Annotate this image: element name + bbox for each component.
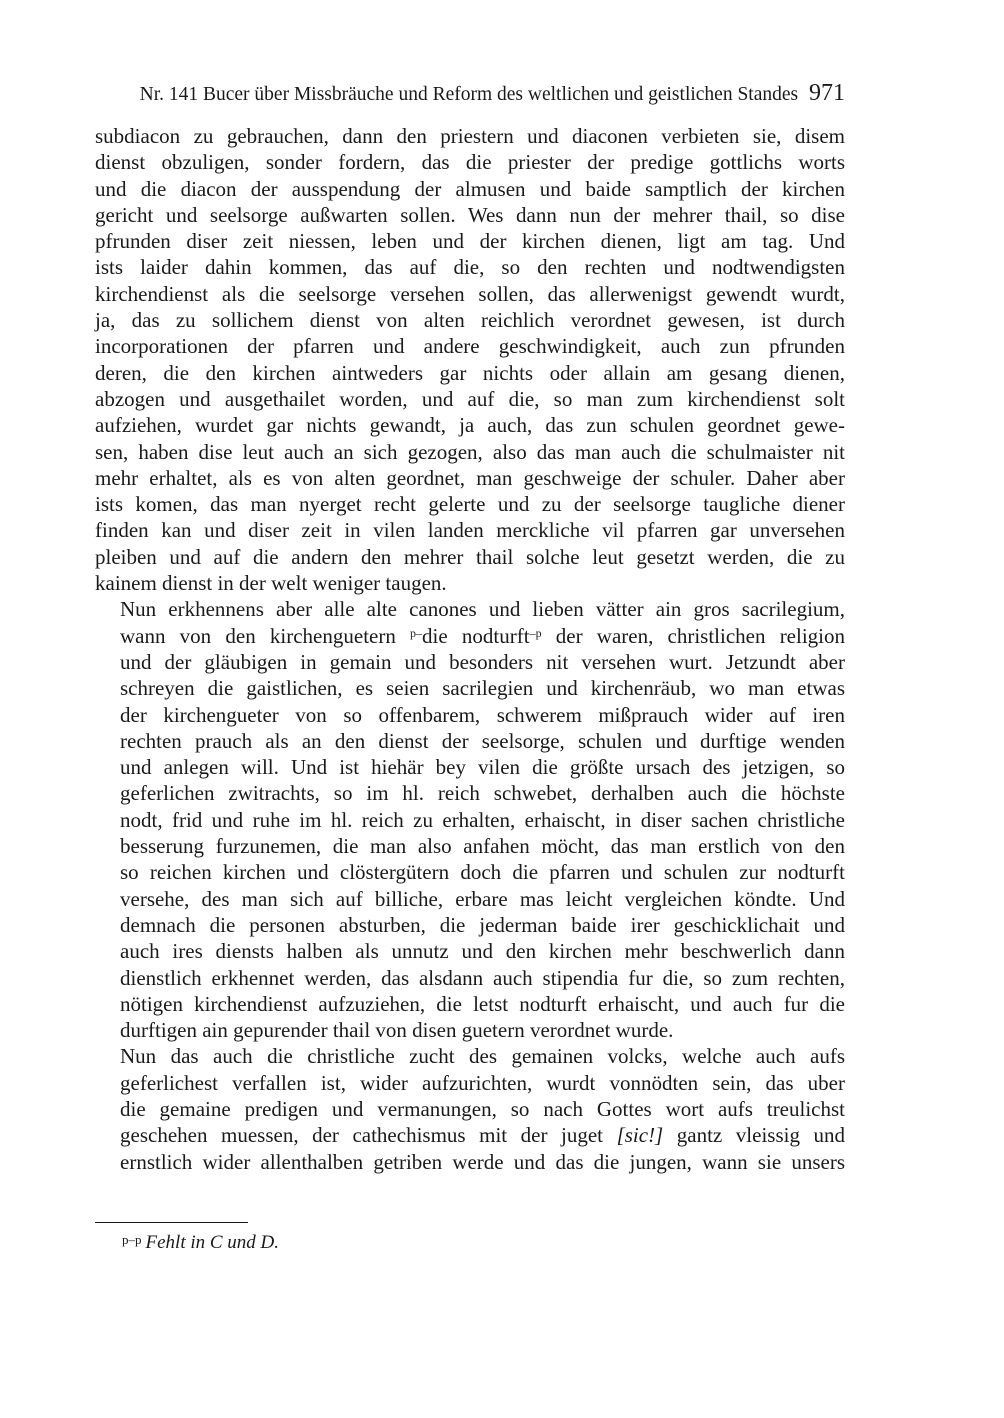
text-line: pleiben und auf die andern den mehrer thail solche leut gesetzt werden, die zu <box>95 544 845 569</box>
text-line: gericht und seelsorge außwarten sollen. Wes dann nun der mehrer thail, so dise <box>95 202 845 227</box>
text-line: die gemaine predigen und vermanungen, so nach Gottes wort aufs treulichst <box>120 1096 845 1121</box>
text-line: nodt, frid und ruhe im hl. reich zu erhalten, erhaischt, in diser sachen christliche <box>120 807 845 832</box>
text-line: kainem dienst in der welt weniger taugen. <box>95 571 447 596</box>
text-line: ists komen, das man nyerget recht gelerte und zu der seelsorge taugliche diener <box>95 492 845 517</box>
text-line: pfrunden diser zeit niessen, leben und der kirchen dienen, ligt am tag. Und <box>95 229 845 254</box>
text-line: sen, haben dise leut auch an sich gezogen, also das man auch die schulmaister nit <box>95 439 845 464</box>
text-line: ernstlich wider allenthalben getriben werde und das die jungen, wann sie unsers <box>120 1149 845 1174</box>
footnote-text: Fehlt in C und D. <box>145 1232 280 1253</box>
text-segment: der waren, christlichen religion <box>555 623 846 648</box>
text-line: und anlegen will. Und ist hiehär bey vilen die größte ursach des jetzigen, so <box>120 755 845 780</box>
body-text <box>95 123 845 1175</box>
text-line: mehr erhaltet, als es von alten geordnet, man geschweige der schuler. Daher aber <box>95 465 845 490</box>
text-line: und die diacon der ausspendung der almusen und baide samptlich der kirchen <box>95 176 845 201</box>
text-line: so reichen kirchen und clöstergütern doch die pfarren und schulen zur nodturft <box>120 860 845 885</box>
text-line: versehe, des man sich auf billiche, erbare mas leicht vergleichen köndte. Und <box>120 886 845 911</box>
text-segment: gantz vleissig und <box>676 1123 846 1148</box>
text-line: kirchendienst als die seelsorge versehen sollen, das allerwenigst gewendt wurdt, <box>95 281 845 306</box>
text-line: durftigen ain gepurender thail von disen guetern verordnet wurde. <box>120 1018 674 1043</box>
text-segment: wann von den kirchenguetern <box>120 623 396 648</box>
text-line: geferlichest verfallen ist, wider aufzurichten, wurdt vonnödten sein, das uber <box>120 1070 845 1095</box>
text-line: deren, die den kirchen aintweders gar nichts oder allain am gesang dienen, <box>95 360 845 385</box>
text-line: nötigen kirchendienst aufzuziehen, die letst nodturft erhaischt, und auch fur die <box>120 991 845 1016</box>
text-line: aufziehen, wurdet gar nichts gewandt, ja auch, das zun schulen geordnet gewe- <box>95 413 845 438</box>
text-line: subdiacon zu gebrauchen, dann den priestern und diaconen verbieten sie, disem <box>95 124 845 148</box>
text-line: ja, das zu sollichem dienst von alten reichlich verordnet gewesen, ist durch <box>95 308 845 333</box>
text-line: schreyen die gaistlichen, es seien sacrilegien und kirchenräub, wo man etwas <box>120 676 845 701</box>
text-line: dienstlich erkhennet werden, das alsdann auch stipendia fur die, so zum rechten, <box>120 965 845 990</box>
paragraph-2 <box>95 596 845 1043</box>
text-line: finden kan und diser zeit in vilen landen merckliche vil pfarren gar unversehen <box>95 518 845 543</box>
running-title: Nr. 141 Bucer über Missbräuche und Reform des weltlichen und geistlichen Standes <box>139 84 799 105</box>
text-line: Nun das auch die christliche zucht des gemainen volcks, welche auch aufs <box>120 1044 845 1069</box>
text-line: rechten prauch als an den dienst der seelsorge, schulen und durftige wenden <box>120 728 845 753</box>
text-line: geferlichen zwitrachts, so im hl. reich schwebet, derhalben auch die höchste <box>120 781 845 806</box>
text-line-with-mark <box>95 623 845 649</box>
text-line: der kirchengueter von so offenbarem, schwerem mißprauch wider auf iren <box>120 702 845 727</box>
text-line: Nun erkhennens aber alle alte canones und lieben vätter ain gros sacrilegium, <box>120 597 845 622</box>
text-line: und der gläubigen in gemain und besonders nit versehen wurt. Jetzundt aber <box>120 649 845 674</box>
paragraph-3 <box>95 1043 845 1174</box>
text-line-with-editorial-note <box>95 1122 845 1148</box>
text-line: ists laider dahin kommen, das auf die, so den rechten und nodtwendigsten <box>95 255 845 280</box>
apparatus-mark-close: –p <box>529 625 542 640</box>
page-number: 971 <box>809 80 845 106</box>
text-line: besserung furzunemen, die man also anfahen möcht, das man erstlich von den <box>120 834 845 859</box>
marked-text: die nodturft <box>422 623 530 648</box>
text-line: incorporationen der pfarren und andere geschwindigkeit, auch zun pfrunden <box>95 334 845 359</box>
text-line: abzogen und ausgethailet worden, und auf die, so man zum kirchendienst solt <box>95 386 845 411</box>
editorial-sic-note: [sic!] <box>616 1123 664 1148</box>
paragraph-1 <box>95 123 845 596</box>
text-segment: geschehen muessen, der cathechismus mit der juget <box>120 1123 604 1148</box>
footnote-rule <box>95 1222 248 1223</box>
text-line: demnach die personen absturben, die jederman baide irer geschicklichait und <box>120 912 845 937</box>
running-head <box>138 80 845 108</box>
text-line: dienst obzuligen, sonder fordern, das die priester der predige gottlichs worts <box>95 150 845 175</box>
footnote-mark: p–p <box>122 1232 142 1247</box>
text-line: auch ires diensts halben als unnutz und den kirchen mehr beschwerlich dann <box>120 939 845 964</box>
apparatus-mark-open: p– <box>410 625 423 640</box>
footnote <box>122 1228 279 1255</box>
